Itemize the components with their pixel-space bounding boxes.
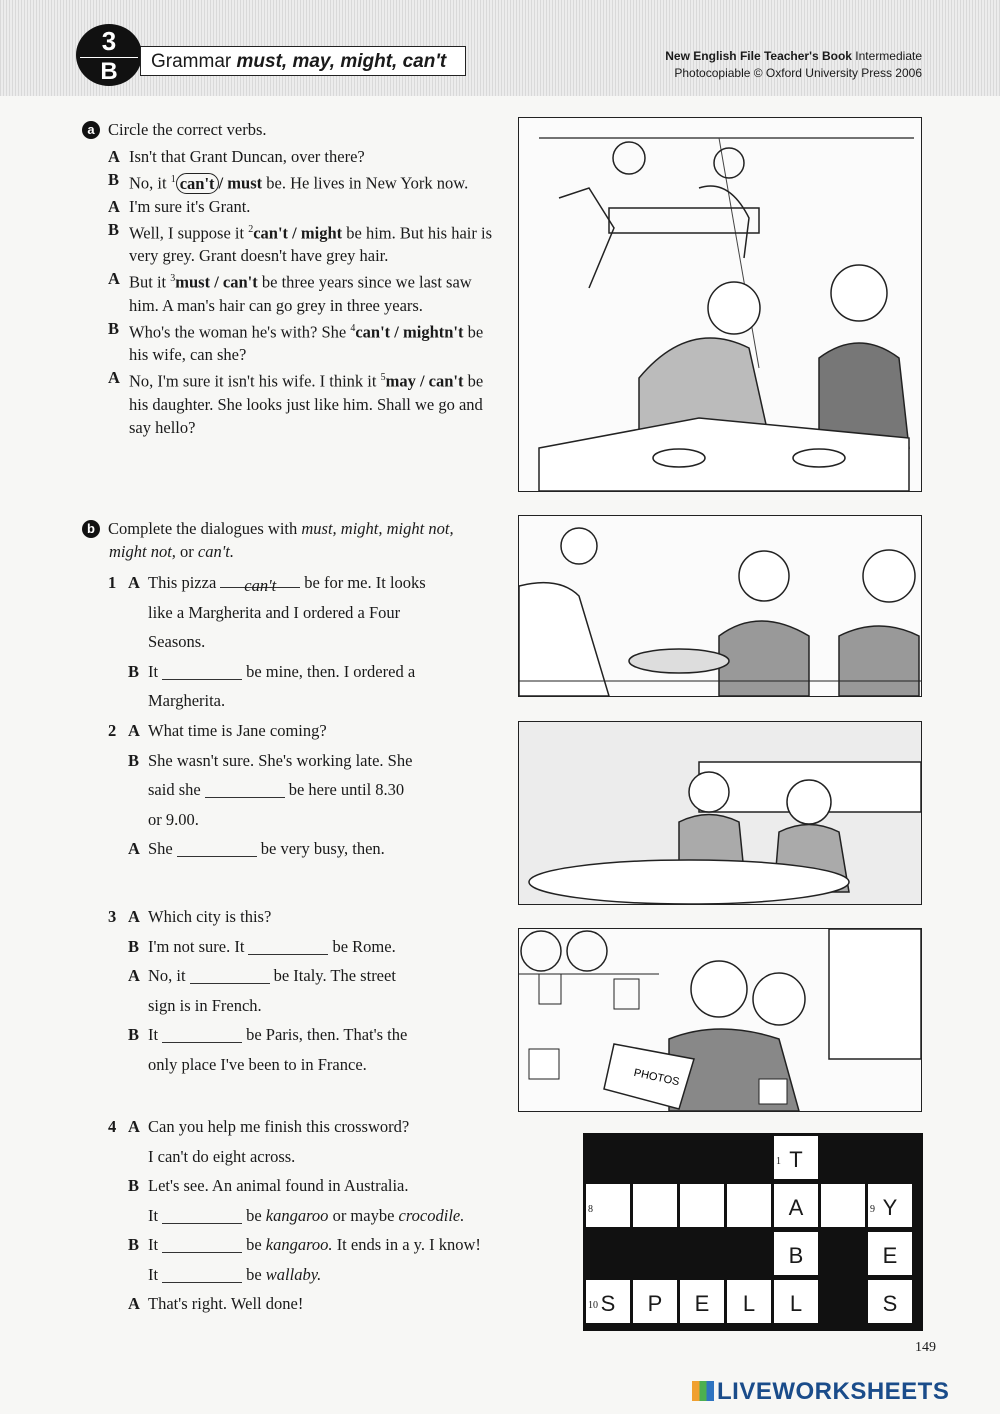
- speaker: A: [128, 1117, 140, 1136]
- exercise-b-label: b: [82, 520, 100, 538]
- cell-letter: E: [694, 1291, 710, 1316]
- speaker: B: [108, 170, 120, 189]
- line-text: It: [148, 1264, 159, 1284]
- circled-option[interactable]: can't: [176, 173, 219, 194]
- unit-badge: [76, 24, 142, 86]
- clue-number: 1: [776, 1156, 781, 1167]
- crossword-cell[interactable]: [773, 1279, 819, 1324]
- line-text: be for me. It looks: [304, 573, 426, 592]
- line-text: be Paris, then. That's the: [246, 1025, 408, 1044]
- publisher-book: New English File Teacher's Book: [665, 49, 852, 63]
- instruction-cant: can't.: [197, 542, 234, 561]
- item-number: 2: [248, 223, 254, 235]
- line-text: like a Margherita and I ordered a Four: [148, 602, 401, 622]
- dialogue-number: 1: [108, 573, 117, 592]
- crossword-cell[interactable]: [773, 1231, 819, 1276]
- instruction-text: Complete the dialogues with: [108, 519, 302, 538]
- crossword-cell[interactable]: [820, 1183, 866, 1228]
- speaker: A: [128, 907, 140, 926]
- clue-number: 9: [870, 1204, 875, 1215]
- line-text: She: [148, 839, 173, 858]
- option[interactable]: must / can't: [175, 272, 258, 292]
- line-text: be him. But his hair is very grey. Grant doesn't have grey hair.: [129, 223, 492, 265]
- cell-letter: A: [788, 1195, 804, 1220]
- answer-blank[interactable]: [162, 1236, 242, 1253]
- line-text: I'm not sure. It: [148, 936, 245, 956]
- instruction-modals: must, might, might not,: [301, 519, 454, 538]
- item-number: 3: [170, 273, 176, 284]
- crossword-cell[interactable]: [726, 1279, 772, 1324]
- dialogue-2: [108, 716, 508, 864]
- topic-label: must, may, might, can't: [236, 51, 447, 72]
- line-text: No, I'm sure it isn't his wife. I think it: [129, 371, 381, 391]
- instruction-or: or: [175, 542, 198, 561]
- crossword-cell[interactable]: [867, 1231, 913, 1276]
- cell-letter: L: [742, 1291, 756, 1316]
- answer-blank[interactable]: [162, 663, 242, 680]
- speaker: B: [128, 661, 140, 681]
- option[interactable]: may / can't: [385, 371, 464, 391]
- exercise-b-instruction-line2: [109, 540, 489, 563]
- line-text: be: [246, 1264, 266, 1284]
- line-text: or maybe: [328, 1205, 399, 1225]
- speaker: A: [108, 269, 120, 288]
- clue-number: 8: [588, 1204, 593, 1215]
- answer-blank[interactable]: [177, 840, 257, 857]
- line-text: It: [148, 1235, 159, 1254]
- line-text: Can you help me finish this crossword?: [148, 1117, 410, 1136]
- dialogue-3: [108, 902, 508, 1079]
- unit-number: 3: [101, 26, 117, 56]
- line-text: This pizza: [148, 573, 217, 592]
- speaker: A: [128, 573, 140, 592]
- line-text: I can't do eight across.: [148, 1146, 296, 1166]
- section-label: Grammar: [151, 51, 232, 72]
- line-text: Margherita.: [148, 691, 226, 710]
- line-italic: kangaroo.: [265, 1235, 333, 1254]
- line-text: said she: [148, 780, 201, 799]
- pizza-waiter-illustration: [518, 515, 922, 697]
- answer-blank[interactable]: [190, 967, 270, 984]
- line-text: be mine, then. I ordered a: [246, 661, 416, 681]
- liveworksheets-logo-icon: [692, 1381, 714, 1401]
- dialogue-line: [108, 218, 492, 268]
- speaker: A: [108, 368, 120, 387]
- page-title: [140, 46, 466, 76]
- dialogue-line: [108, 195, 492, 218]
- line-text: No, it: [148, 966, 186, 985]
- crossword-cell[interactable]: [867, 1183, 913, 1228]
- bar-friends-illustration: [518, 721, 922, 905]
- dialogue-line: [108, 317, 492, 367]
- crossword-cell[interactable]: [632, 1279, 678, 1324]
- exercise-b-instruction: [82, 517, 482, 540]
- crossword-cell[interactable]: [679, 1279, 725, 1324]
- instruction-might-not: might not,: [109, 542, 176, 561]
- line-text: be Italy. The street: [273, 966, 396, 985]
- dialogue-line: [108, 366, 492, 439]
- dialogue-number: 4: [108, 1117, 117, 1136]
- line-text: No, it: [129, 173, 171, 193]
- speaker: A: [108, 147, 120, 166]
- option-separator: /: [218, 173, 228, 193]
- menu-text: PHOTOS: [632, 1066, 681, 1089]
- page-number: 149: [915, 1340, 936, 1355]
- line-text: Seasons.: [148, 632, 206, 651]
- cell-letter: S: [600, 1291, 616, 1316]
- speaker: B: [108, 318, 120, 338]
- item-number: 5: [380, 372, 386, 383]
- line-text: It: [148, 1025, 159, 1044]
- line-text: or 9.00.: [148, 809, 199, 829]
- footer-brand: [692, 1378, 949, 1406]
- crossword-cell[interactable]: [632, 1183, 678, 1228]
- speaker: B: [128, 1235, 140, 1254]
- answer-blank[interactable]: can't: [220, 571, 300, 588]
- copyright: Photocopiable © Oxford University Press 2006: [674, 66, 922, 80]
- exercise-a: [82, 118, 492, 439]
- exercise-a-instruction: Circle the correct verbs.: [108, 120, 267, 139]
- crossword-cell[interactable]: [773, 1135, 819, 1180]
- line-text: Well, I suppose it: [129, 223, 249, 242]
- line-text: Who's the woman he's with? She: [129, 322, 351, 341]
- line-text: What time is Jane coming?: [148, 721, 327, 740]
- cell-letter: P: [647, 1291, 663, 1316]
- crossword-cell[interactable]: [726, 1183, 772, 1228]
- exercise-a-label: a: [82, 121, 100, 139]
- menu-reading-illustration: [518, 928, 922, 1112]
- speaker: B: [108, 219, 120, 239]
- speaker: B: [128, 1025, 140, 1044]
- dialogue-line: [108, 267, 492, 317]
- dialogue-4: [108, 1112, 558, 1319]
- crossword-cell[interactable]: [867, 1279, 913, 1324]
- line-text: be: [246, 1235, 266, 1254]
- brand-text: LIVEWORKSHEETS: [717, 1378, 950, 1405]
- line-text: be three years since we last saw him. A man's hair can go grey in three years.: [129, 272, 472, 315]
- option[interactable]: can't / might: [253, 223, 343, 242]
- line-text: only place I've been to in France.: [148, 1054, 367, 1074]
- cell-letter: E: [882, 1243, 898, 1268]
- crossword-grid: [583, 1133, 923, 1331]
- crossword-cell[interactable]: [585, 1279, 631, 1324]
- dialogue-line: [108, 168, 492, 195]
- line-text: Let's see. An animal found in Australia.: [148, 1176, 409, 1195]
- line-text: be his daughter. She looks just like him. Shall we go and say hello?: [129, 371, 484, 437]
- line-italic: crocodile.: [398, 1205, 465, 1225]
- line-italic: wallaby.: [265, 1264, 322, 1284]
- speaker: B: [128, 936, 140, 956]
- speaker: B: [128, 1176, 140, 1195]
- publisher-level: Intermediate: [855, 49, 922, 63]
- crossword-cell[interactable]: [773, 1183, 819, 1228]
- answer-blank[interactable]: [162, 1026, 242, 1043]
- speaker: A: [128, 1294, 140, 1313]
- dialogue-number: 2: [108, 721, 117, 740]
- cell-letter: L: [789, 1291, 803, 1316]
- cell-letter: B: [788, 1243, 804, 1268]
- line-text: But it: [129, 272, 171, 292]
- speaker: A: [128, 721, 140, 740]
- answer-blank[interactable]: [248, 938, 328, 955]
- item-number: 4: [350, 322, 356, 334]
- line-text: She wasn't sure. She's working late. She: [148, 750, 413, 770]
- option[interactable]: must: [227, 173, 263, 193]
- line-text: be here until 8.30: [288, 780, 405, 799]
- line-text: It ends in a y. I know!: [332, 1235, 481, 1254]
- cafe-couple-illustration: [518, 117, 922, 492]
- cell-letter: S: [882, 1291, 898, 1316]
- unit-letter: B: [100, 58, 118, 85]
- speaker: B: [128, 750, 140, 770]
- speaker: A: [128, 839, 140, 858]
- clue-number: 10: [588, 1300, 598, 1311]
- crossword-cell[interactable]: [679, 1183, 725, 1228]
- cell-letter: T: [789, 1147, 803, 1172]
- option[interactable]: can't / mightn't: [355, 322, 464, 341]
- cell-letter: Y: [882, 1195, 898, 1220]
- line-text: be his wife, can she?: [129, 322, 484, 364]
- line-text: Isn't that Grant Duncan, over there?: [129, 147, 365, 166]
- line-text: It: [148, 1205, 159, 1225]
- crossword-cell[interactable]: [585, 1183, 631, 1228]
- answer-blank[interactable]: [162, 1207, 242, 1224]
- speaker: A: [108, 196, 120, 216]
- dialogue-1: [108, 568, 508, 716]
- line-text: I'm sure it's Grant.: [129, 196, 251, 216]
- line-text: be Rome.: [332, 936, 396, 956]
- line-text: Which city is this?: [148, 907, 272, 926]
- line-text: be: [246, 1205, 266, 1225]
- speaker: A: [128, 966, 140, 985]
- line-text: That's right. Well done!: [148, 1294, 304, 1313]
- dialogue-number: 3: [108, 907, 117, 926]
- answer-blank[interactable]: [162, 1266, 242, 1283]
- answer-blank[interactable]: [205, 781, 285, 798]
- line-text: It: [148, 661, 159, 681]
- publisher-info: [665, 48, 922, 82]
- dialogue-line: [108, 145, 492, 168]
- item-number: 1: [170, 174, 176, 185]
- line-italic: kangaroo: [265, 1205, 329, 1225]
- line-text: be. He lives in New York now.: [262, 173, 469, 193]
- line-text: sign is in French.: [148, 995, 262, 1015]
- line-text: be very busy, then.: [260, 839, 385, 858]
